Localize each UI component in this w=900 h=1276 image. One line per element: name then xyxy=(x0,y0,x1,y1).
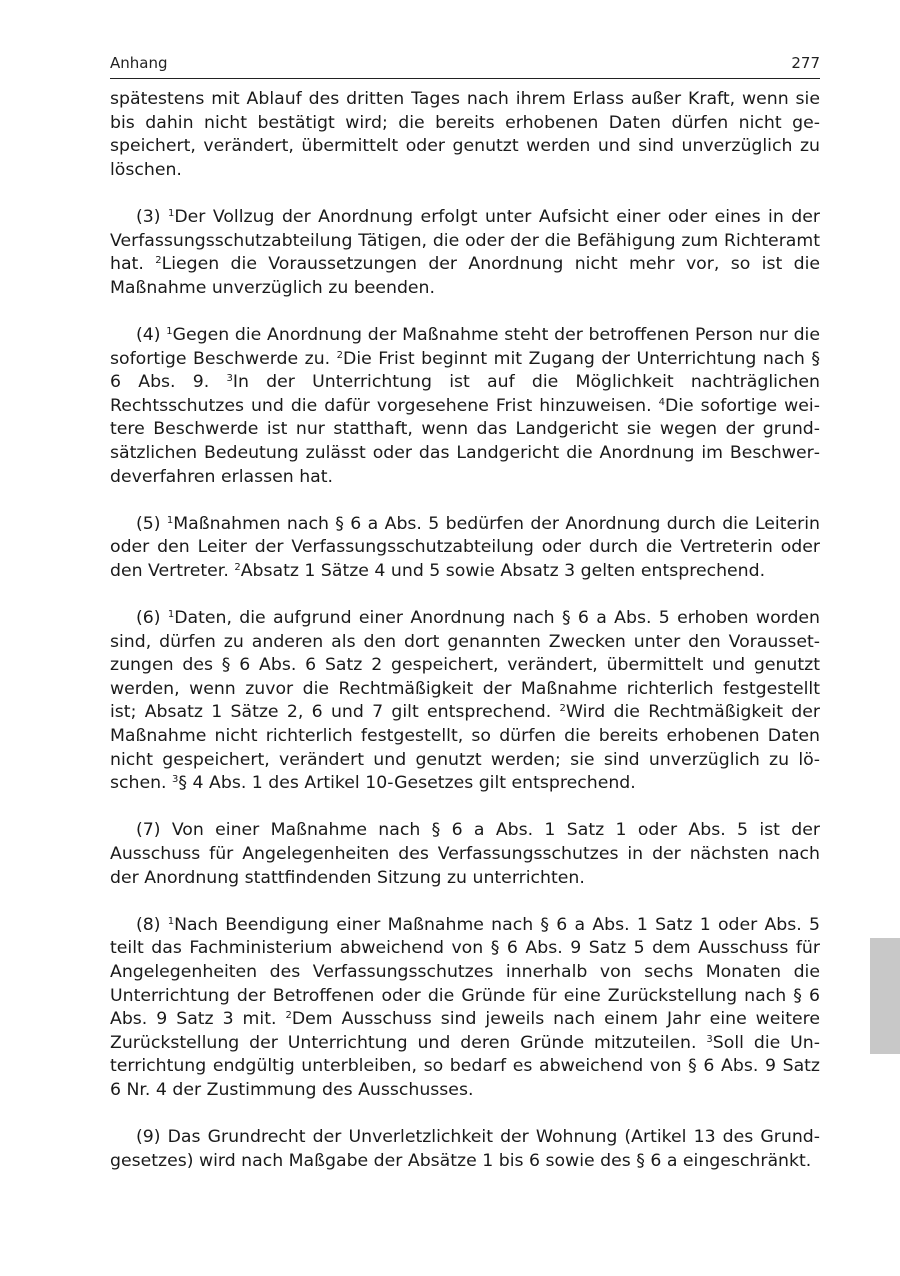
sentence-number: 1 xyxy=(167,609,175,621)
thumb-index-tab xyxy=(870,938,900,1054)
sentence-text: Das Grundrecht der Unverletzlichkeit der Wohnung (Artikel 13 des Grundgesetzes) wird nach Maßgabe der Absätze 1 bis 6 sowie des § 6 a eingeschränkt. xyxy=(110,1127,820,1171)
paragraph xyxy=(110,914,820,1103)
sentence-text: Liegen die Voraussetzungen der Anordnung nicht mehr vor, so ist die Maßnahme unverzüglich zu beenden. xyxy=(110,254,820,298)
sentence-number: 2 xyxy=(234,561,241,573)
paragraph xyxy=(110,1126,820,1173)
paragraph xyxy=(110,88,820,182)
paragraph-number: (8) xyxy=(136,914,168,935)
paragraph xyxy=(110,513,820,584)
sentence-number: 1 xyxy=(167,915,175,927)
sentence-number: 2 xyxy=(285,1010,292,1022)
paragraph-number: (7) xyxy=(136,820,172,841)
sentence-number: 2 xyxy=(336,349,344,361)
sentence-number: 1 xyxy=(166,514,174,526)
sentence-number: 2 xyxy=(155,255,162,267)
sentence-text: Wird die Rechtmäßigkeit der Maßnahme nicht richterlich festgestellt, so dürfen die bereits erhobenen Daten nicht gespeichert, verändert und genutzt werden; sie sind unverzüglich zu löschen. xyxy=(110,702,820,794)
paragraph xyxy=(110,819,820,890)
section-title: Anhang xyxy=(110,54,168,72)
document-body xyxy=(110,88,820,1173)
paragraph-number: (3) xyxy=(136,206,168,227)
running-header xyxy=(110,52,820,79)
paragraph xyxy=(110,324,820,489)
sentence-text: Die sofortige weitere Beschwerde ist nur statthaft, wenn das Landgericht sie wegen der grundsätzlichen Bedeutung zulässt oder das Landgericht die Anordnung im Beschwerdeverfahren erlassen hat. xyxy=(110,395,820,487)
sentence-number: 1 xyxy=(167,207,175,219)
sentence-text: Gegen die Anordnung der Maßnahme steht der betroffenen Person nur die sofortige Beschwerde zu. xyxy=(110,324,820,369)
sentence-number: 3 xyxy=(172,774,179,786)
sentence-text: Nach Beendigung einer Maßnahme nach § 6 a Abs. 1 Satz 1 oder Abs. 5 teilt das Fachministerium abweichend von § 6 Abs. 9 Satz 5 dem Ausschuss für Angelegenheiten des Verfassungsschutzes innerhalb von sechs Monaten die Unterrichtung der Betroffenen oder die Gründe für eine Zurückstellung nach § 6 Abs. 9 Satz 3 mit. xyxy=(110,914,820,1030)
sentence-text: In der Unterrichtung ist auf die Möglichkeit nachträglichen Rechtsschutzes und die dafür vorgesehene Frist hinzuweisen. xyxy=(110,372,820,416)
sentence-text: Dem Ausschuss sind jeweils nach einem Jahr eine weitere Zurückstellung der Unterrichtung und deren Gründe mitzuteilen. xyxy=(110,1009,820,1053)
paragraph-number: (9) xyxy=(136,1127,168,1148)
sentence-number: 2 xyxy=(559,703,566,715)
sentence-text: Der Vollzug der Anordnung erfolgt unter Aufsicht einer oder eines in der Verfassungsschutzabteilung Tätigen, die oder der die Befähigung zum Richteramt hat. xyxy=(110,206,820,275)
sentence-text: spätestens mit Ablauf des dritten Tages nach ihrem Erlass außer Kraft, wenn sie bis dahin nicht bestätigt wird; die bereits erhobenen Daten dürfen nicht gespeichert, verändert, übermittelt oder genutzt werden und sind unverzüglich zu löschen. xyxy=(110,89,820,180)
sentence-text: Daten, die aufgrund einer Anordnung nach § 6 a Abs. 5 erhoben worden sind, dürfen zu anderen als den dort genannten Zwecken unter den Voraussetzungen des § 6 Abs. 6 Satz 2 gespeichert, verändert, übermittelt und genutzt werden, wenn zuvor die Rechtmäßigkeit der Maßnahme richterlich festgestellt ist; Absatz 1 Sätze 2, 6 und 7 gilt entsprechend. xyxy=(110,608,820,723)
sentence-number: 1 xyxy=(166,325,173,337)
sentence-number: 3 xyxy=(706,1033,713,1045)
paragraph-number: (6) xyxy=(136,608,168,629)
paragraph-number: (5) xyxy=(136,513,167,534)
sentence-number: 4 xyxy=(658,396,665,408)
sentence-text: Von einer Maßnahme nach § 6 a Abs. 1 Satz 1 oder Abs. 5 ist der Ausschuss für Angelegenheiten des Verfassungsschutzes in der nächsten nach der Anordnung stattfindenden Sitzung zu unterrichten. xyxy=(110,820,820,888)
sentence-number: 3 xyxy=(226,373,233,385)
paragraph-number: (4) xyxy=(136,324,167,345)
page-number: 277 xyxy=(791,54,820,72)
sentence-text: Maßnahmen nach § 6 a Abs. 5 bedürfen der Anordnung durch die Leiterin oder den Leiter der Verfassungsschutzabteilung oder durch die Vertreterin oder den Vertreter. xyxy=(110,513,820,581)
paragraph xyxy=(110,607,820,796)
sentence-text: Soll die Unterrichtung endgültig unterbleiben, so bedarf es abweichend von § 6 Abs. 9 Satz 6 Nr. 4 der Zustimmung des Ausschusses. xyxy=(110,1032,821,1100)
sentence-text: § 4 Abs. 1 des Artikel 10-Gesetzes gilt entsprechend. xyxy=(178,773,636,794)
paragraph xyxy=(110,206,820,300)
sentence-text: Absatz 1 Sätze 4 und 5 sowie Absatz 3 gelten entsprechend. xyxy=(240,560,766,581)
sentence-text: Die Frist beginnt mit Zugang der Unterrichtung nach § 6 Abs. 9. xyxy=(110,348,820,393)
